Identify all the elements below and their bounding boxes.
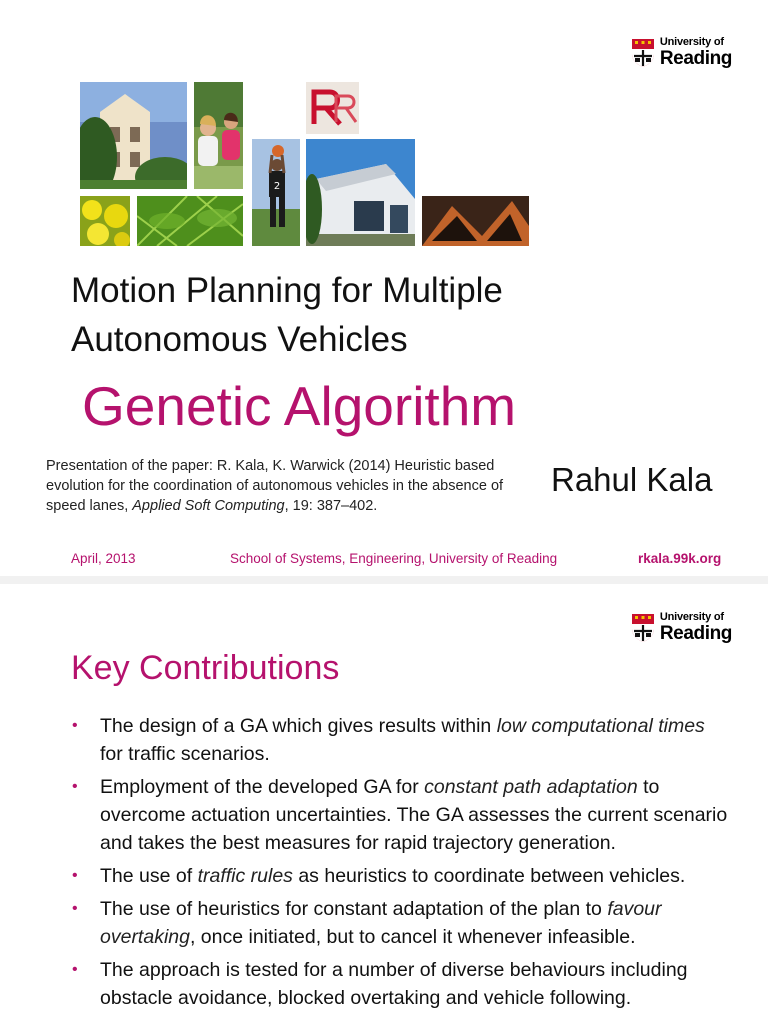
logo-line1: University of: [659, 36, 724, 48]
bullet-text: for traffic scenarios.: [100, 743, 270, 765]
photo-yellow-flowers: [80, 196, 130, 246]
logo-line1: University of: [659, 611, 724, 623]
university-crest-icon: [631, 613, 655, 643]
bullet-text: to overcome actuation uncertainties. The GA assesses the current scenario and takes the best measures for rapid trajectory generation.: [100, 776, 728, 854]
list-item: [70, 862, 730, 890]
bullet-emphasis: constant path adaptation: [424, 776, 638, 798]
photo-green-leaves: [137, 196, 243, 246]
contributions-list: [70, 712, 730, 1017]
bullet-text: as heuristics to coordinate between vehicles.: [292, 865, 686, 887]
bullet-text: The use of: [100, 865, 198, 887]
author-name: Rahul Kala: [551, 461, 713, 498]
photo-basketball-player: [252, 139, 300, 246]
slide-separator: [0, 576, 768, 584]
list-item: [70, 712, 730, 768]
presentation-title: [71, 266, 631, 364]
bullet-icon: •: [72, 900, 78, 917]
photo-students: [194, 82, 243, 189]
university-crest-icon: [631, 38, 655, 68]
list-item: [70, 773, 730, 857]
citation-text: Presentation of the paper: R. Kala, K. Warwick (2014) Heuristic based evolution for the coordination of autonomous vehicles in the absence of speed lanes,: [46, 458, 504, 514]
presentation-subtitle: Genetic Algorithm: [82, 375, 517, 437]
footer-school: School of Systems, Engineering, University of Reading: [230, 551, 558, 566]
photo-university-building: [80, 82, 187, 189]
citation-pages: , 19: 387–402.: [284, 498, 378, 514]
logo-line2: Reading: [659, 48, 732, 69]
bullet-text: The use of heuristics for constant adaptation of the plan to: [100, 898, 608, 920]
photo-modern-building: [306, 139, 415, 246]
logo-line2: Reading: [659, 623, 732, 644]
bullet-icon: •: [72, 867, 78, 884]
contributions-slide: [0, 584, 768, 1024]
bullet-text: The design of a GA which gives results within: [100, 715, 497, 737]
svg-text:2: 2: [273, 181, 281, 192]
university-logo: [631, 37, 732, 68]
photo-logo-sculpture: [306, 82, 359, 134]
title-line2: Autonomous Vehicles: [71, 320, 408, 359]
bullet-icon: •: [72, 717, 78, 734]
list-item: [70, 895, 730, 951]
slide-heading: Key Contributions: [71, 649, 340, 687]
university-logo: [631, 612, 732, 643]
list-item: [70, 956, 730, 1012]
bullet-icon: •: [72, 778, 78, 795]
footer-website-link[interactable]: rkala.99k.org: [638, 551, 722, 566]
citation-journal: Applied Soft Computing: [132, 498, 285, 514]
paper-citation: [46, 456, 546, 516]
photo-abstract-sculpture: [422, 196, 529, 246]
bullet-emphasis: favour overtaking: [100, 898, 662, 948]
bullet-emphasis: low computational times: [496, 715, 705, 737]
bullet-text: Employment of the developed GA for: [100, 776, 425, 798]
title-line1: Motion Planning for Multiple: [71, 271, 503, 310]
bullet-emphasis: traffic rules: [197, 865, 293, 887]
bullet-icon: •: [72, 961, 78, 978]
footer-date: April, 2013: [71, 551, 136, 566]
bullet-text: The approach is tested for a number of diverse behaviours including obstacle avoidance, blocked overtaking and vehicle following.: [100, 959, 688, 1009]
bullet-text: , once initiated, but to cancel it whenever infeasible.: [189, 926, 636, 948]
